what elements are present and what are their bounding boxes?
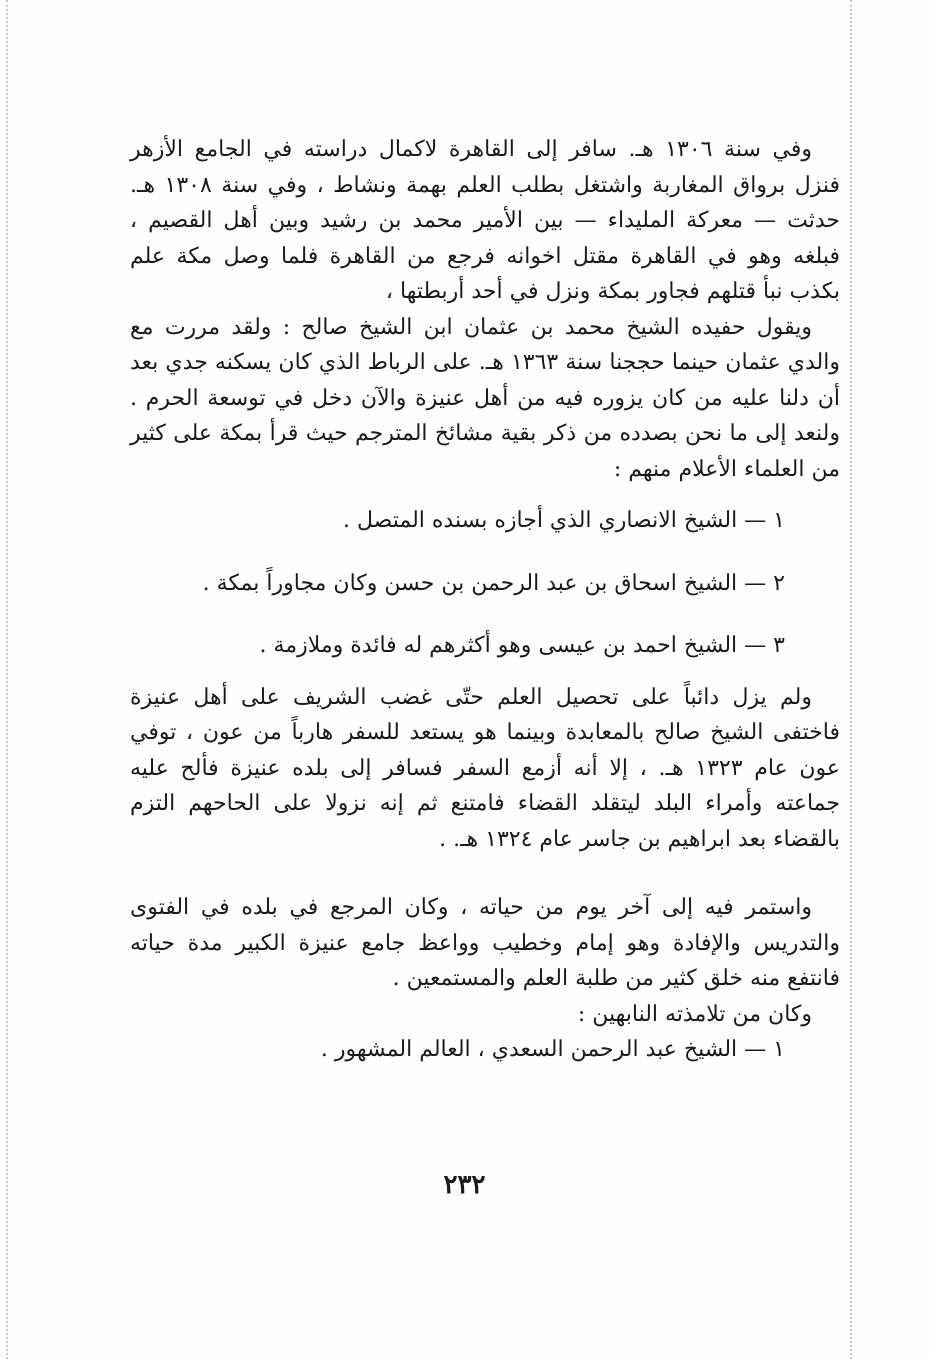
student-list-item: ١ — الشيخ عبد الرحمن السعدي ، العالم المشهور . [320,1037,785,1062]
teacher-list-item: ٢ — الشيخ اسحاق بن عبد الرحمن بن حسن وكان مجاوراً بمكة . [202,570,785,596]
page-number: ٢٣٢ [443,1170,486,1200]
paragraph-students-intro: وكان من تلامذته النابهين : [577,1001,812,1027]
paragraph-travel-cairo: وفي سنة ١٣٠٦ هـ. سافر إلى القاهرة لاكمال دراسته في الجامع الأزهر فنزل برواق المغاربة واشتغل بطلب العلم بهمة ونشاط ، وفي سنة ١٣٠٨ هـ. حدثت — معركة المليداء — بين الأمير محمد بن رشيد وبين أهل القصيم ، فبلغه وهو في القاهرة مقتل اخوانه فرجع من القاهرة فلما وصل مكة علم بكذب نبأ قتلهم فجاور بمكة ونزل في أحد أربطتها ، [130,137,840,304]
scan-edge-right [850,0,854,1359]
body-text [130,132,840,1068]
paragraph-judgeship: واستمر فيه إلى آخر يوم من حياته ، وكان المرجع في بلده في الفتوى والتدريس والإفادة وهو إمام وخطيب وواعظ جامع عنيزة الكبير مدة حياته فانتفع منه خلق كثير من طلبة العلم والمستمعين . [130,895,840,991]
scan-edge-left [6,0,10,1359]
teacher-list-item: ٣ — الشيخ احمد بن عيسى وهو أكثرهم له فائدة وملازمة . [259,633,785,658]
teacher-list-item: ١ — الشيخ الانصاري الذي أجازه بسنده المتصل . [343,508,785,533]
paragraph-return-unaizah: ولم يزل دائباً على تحصيل العلم حتّى غضب الشريف على أهل عنيزة فاختفى الشيخ صالح بالمعابدة وبينما هو يستعد للسفر هارباً من عون ، توفي عون عام ١٣٢٣ هـ. ، إلا أنه أزمع السفر فسافر إلى بلده عنيزة فألح عليه جماعته وأمراء البلد ليتقلد القضاء فامتنع ثم إنه نزولا على الحاحهم التزم بالقضاء بعد ابراهيم بن جاسر عام ١٣٢٤ هـ. . [130,684,840,852]
paragraph-grandson-account: ويقول حفيده الشيخ محمد بن عثمان ابن الشيخ صالح : ولقد مررت مع والدي عثمان حينما حججنا سنة ١٣٦٣ هـ. على الرباط الذي كان يسكنه جدي بعد أن دلنا عليه من كان يزوره فيه من أهل عنيزة والآن دخل في توسعة الحرم . ولنعد إلى ما نحن بصدده من ذكر بقية مشائخ المترجم حيث قرأ بمكة على كثير من العلماء الأعلام منهم : [130,314,840,482]
